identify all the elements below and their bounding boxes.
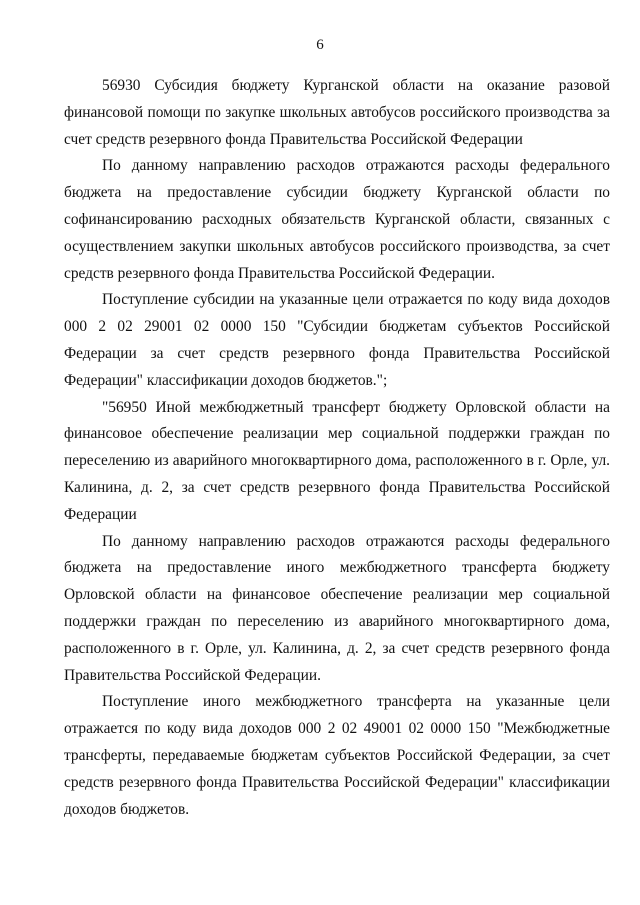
paragraph-56930-income-code: Поступление субсидии на указанные цели отражается по коду вида доходов 000 2 02 29001 02 0000 150 "Субсидии бюджетам субъектов Российской Федерации за счет средств резервного фонда Правительства Российской Федерации" классификации доходов бюджетов."; — [64, 291, 610, 389]
paragraph-56930-title: 56930 Субсидия бюджету Курганской области на оказание разовой финансовой помощи по закупке школьных автобусов российского производства за счет средств резервного фонда Правительства Российской Федерации — [64, 77, 610, 148]
paragraph-56950-title: "56950 Иной межбюджетный трансферт бюджету Орловской области на финансовое обеспечение реализации мер социальной поддержки граждан по переселению из аварийного многоквартирного дома, расположенного в г. Орле, ул. Калинина, д. 2, за счет средств резервного фонда Правительства Российской Федерации — [64, 398, 610, 523]
paragraph-56930-description: По данному направлению расходов отражаются расходы федерального бюджета на предоставление субсидии бюджету Курганской области по софинансированию расходных обязательств Курганской области, связанных с осуществлением закупки школьных автобусов российского производства, за счет средств резервного фонда Правительства Российской Федерации. — [64, 157, 610, 282]
paragraph-56950-description: По данному направлению расходов отражаются расходы федерального бюджета на предоставление иного межбюджетного трансферта бюджету Орловской области на финансовое обеспечение реализации мер социальной поддержки граждан по переселению из аварийного многоквартирного дома, расположенного в г. Орле, ул. Калинина, д. 2, за счет средств резервного фонда Правительства Российской Федерации. — [64, 532, 610, 684]
page-number: 6 — [316, 37, 324, 53]
paragraph-56950-income-code: Поступление иного межбюджетного трансферта на указанные цели отражается по коду вида доходов 000 2 02 49001 02 0000 150 "Межбюджетные трансферты, передаваемые бюджетам субъектов Российской Федерации, за счет средств резервного фонда Правительства Российской Федерации" классификации доходов бюджетов. — [64, 693, 610, 818]
